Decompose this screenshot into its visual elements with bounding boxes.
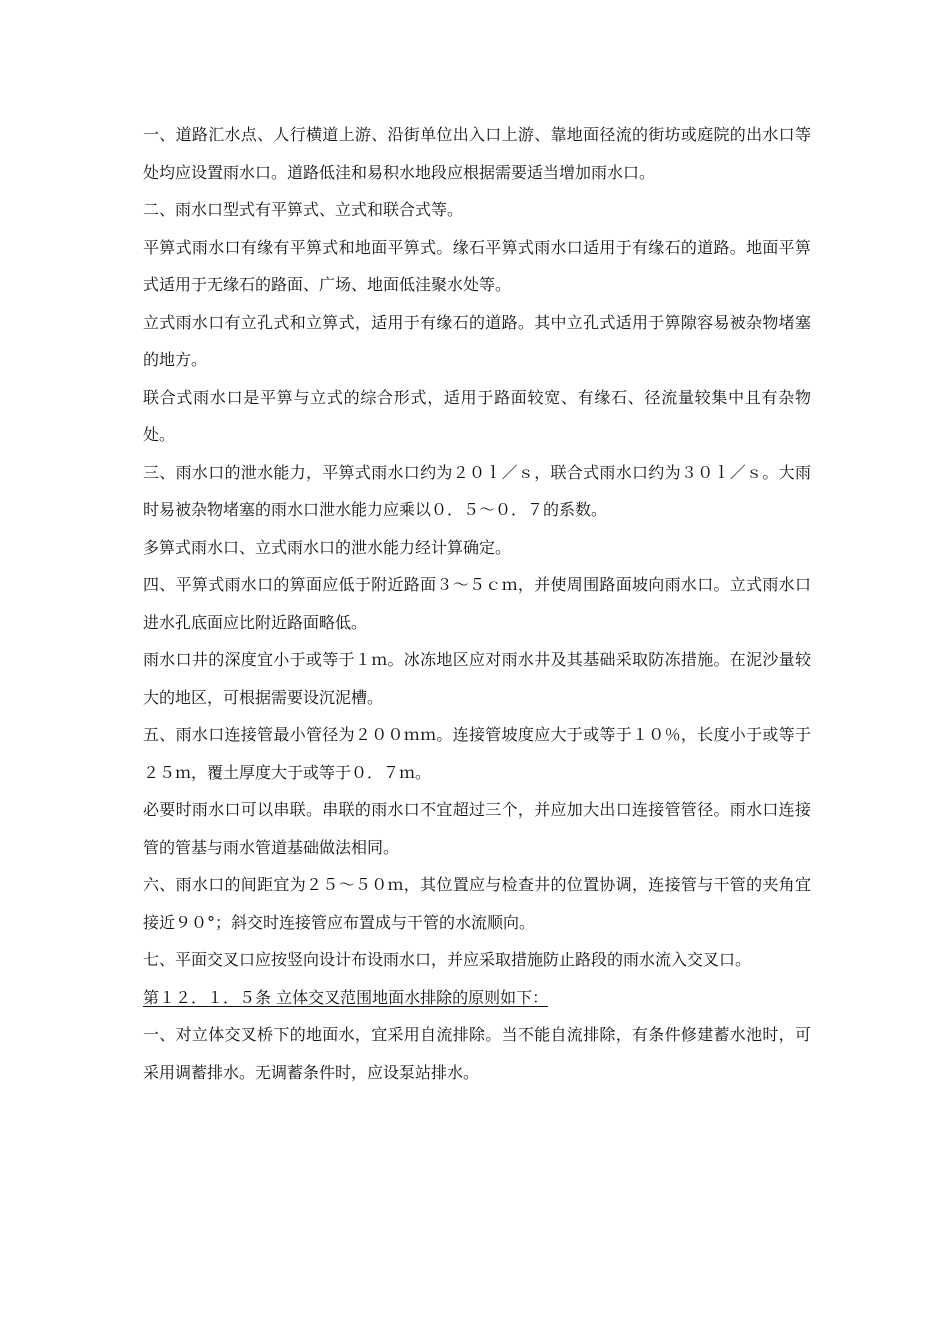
section-heading [143, 979, 811, 1017]
paragraph-discharge-capacity: 三、雨水口的泄水能力，平箅式雨水口约为２０ｌ／ｓ，联合式雨水口约为３０ｌ／ｓ。大雨时易被杂物堵塞的雨水口泄水能力应乘以０．５～０．７的系数。 [143, 462, 811, 519]
section-heading-text: 第１２．１．５条 立体交叉范围地面水排除的原则如下： [143, 987, 549, 1007]
paragraph-series-connection: 必要时雨水口可以串联。串联的雨水口不宜超过三个，并应加大出口连接管管径。雨水口连接管的管基与雨水管道基础做法相同。 [143, 800, 811, 857]
paragraph-inlet-depth: 雨水口井的深度宜小于或等于１ｍ。冰冻地区应对雨水井及其基础采取防冻措施。在泥沙量较大的地区，可根据需要设沉泥槽。 [143, 650, 811, 707]
document-body [143, 116, 811, 1091]
paragraph-flat-grate-inlet: 平箅式雨水口有缘有平箅式和地面平箅式。缘石平箅式雨水口适用于有缘石的道路。地面平箅式适用于无缘石的路面、广场、地面低洼聚水处等。 [143, 237, 811, 294]
paragraph-inlet-locations: 一、道路汇水点、人行横道上游、沿街单位出入口上游、靠地面径流的街坊或庭院的出水口等处均应设置雨水口。道路低洼和易积水地段应根据需要适当增加雨水口。 [143, 125, 811, 182]
paragraph-vertical-inlet: 立式雨水口有立孔式和立箅式，适用于有缘石的道路。其中立孔式适用于箅隙容易被杂物堵塞的地方。 [143, 312, 811, 369]
paragraph-grate-elevation: 四、平箅式雨水口的箅面应低于附近路面３～５ｃｍ，并使周围路面坡向雨水口。立式雨水口进水孔底面应比附近路面略低。 [143, 575, 811, 632]
paragraph-interchange-drainage: 一、对立体交叉桥下的地面水，宜采用自流排除。当不能自流排除，有条件修建蓄水池时，可采用调蓄排水。无调蓄条件时，应设泵站排水。 [143, 1025, 811, 1082]
paragraph-connection-pipe: 五、雨水口连接管最小管径为２００ｍｍ。连接管坡度应大于或等于１０％，长度小于或等于２５ｍ，覆土厚度大于或等于０．７ｍ。 [143, 725, 811, 782]
paragraph-intersection-inlets: 七、平面交叉口应按竖向设计布设雨水口，并应采取措施防止路段的雨水流入交叉口。 [143, 950, 752, 969]
paragraph-combined-inlet: 联合式雨水口是平箅与立式的综合形式，适用于路面较宽、有缘石、径流量较集中且有杂物处。 [143, 387, 811, 444]
paragraph-multi-grate-capacity: 多箅式雨水口、立式雨水口的泄水能力经计算确定。 [143, 537, 512, 557]
paragraph-inlet-types: 二、雨水口型式有平箅式、立式和联合式等。 [143, 200, 464, 219]
paragraph-inlet-spacing: 六、雨水口的间距宜为２５～５０ｍ，其位置应与检查井的位置协调，连接管与干管的夹角宜接近９０°；斜交时连接管应布置成与干管的水流顺向。 [143, 875, 811, 932]
